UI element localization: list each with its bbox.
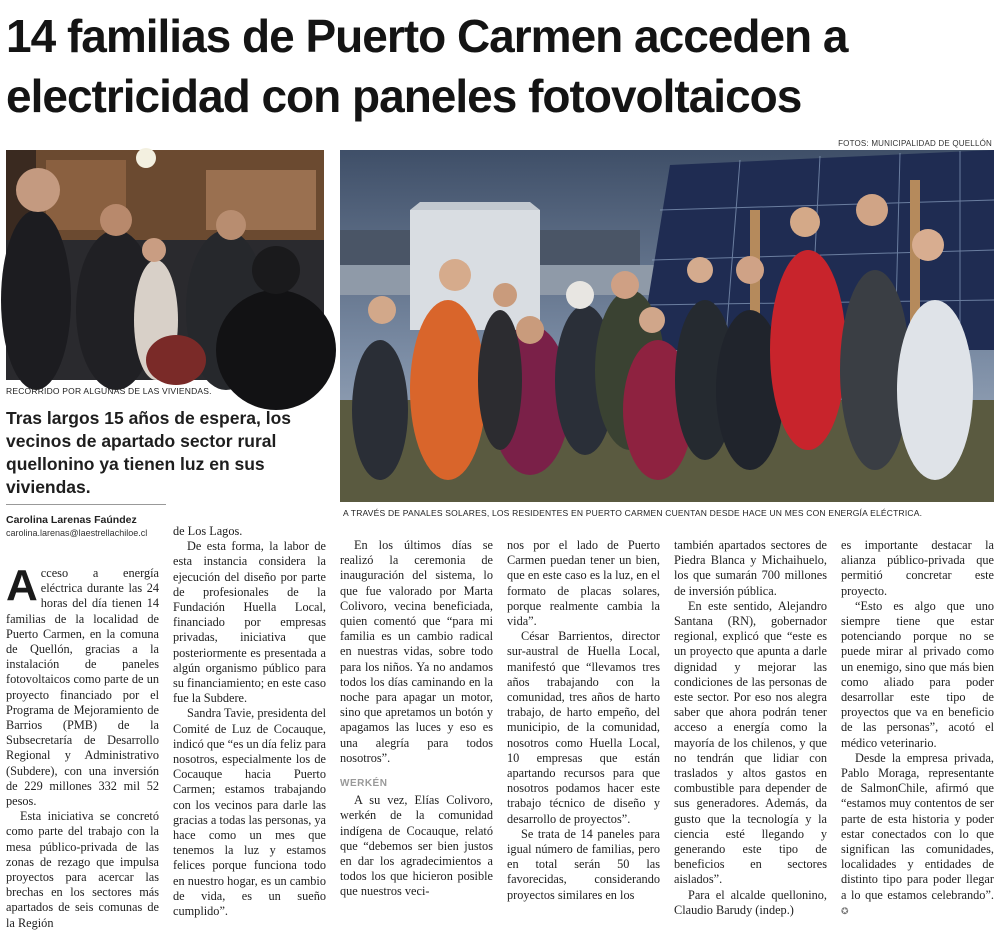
dropcap-letter: A: [6, 561, 38, 610]
byline-divider: [6, 504, 166, 505]
article-deck: Tras largos 15 años de espera, los vecinos de apartado sector rural quellonino ya tienen luz en sus viviendas.: [6, 408, 291, 497]
article-paragraph-text: Desde la empresa privada, Pablo Moraga, representante de SalmonChile, afirmó que “estamos muy contentos de ser parte de esta historia y poder estar conectados con lo que significan las comunidades, localidades y entidades de distinto tipo para poder llegar a lo que estamos celebrando”.: [841, 750, 994, 902]
article-paragraph: César Barrientos, director sur-austral de Huella Local, manifestó que “llevamos tres años trabajando con la comunidad, tres años de harto trabajo, de harto empeño, del municipio, de la comunidad, nosotros como Huella Local, 10 empresas que están apartando recursos para que nosotros podamos hacer este trabajo técnico de diseño y desarrollo de proyectos”.: [507, 629, 660, 826]
article-paragraph: es importante destacar la alianza público-privada que permitió concretar este proyecto.: [841, 538, 994, 598]
photo-credit: FOTOS: MUNICIPALIDAD DE QUELLÓN: [838, 139, 992, 148]
article-paragraph: De esta forma, la labor de esta instancia considera la ejecución del diseño por parte de profesionales de la Fundación Huella Local, financiado por empresas privadas, iniciativa que posteriormente es presentada a algún organismo público para su financiamiento; en este caso fue la Subdere.: [173, 539, 326, 706]
article-paragraph: nos por el lado de Puerto Carmen puedan tener un bien, que en este caso es la luz, en el formato de placas solares, porque realmente cambia la vida”.: [507, 538, 660, 629]
article-column-6: [841, 538, 994, 922]
photo-interior-visit: [6, 150, 324, 380]
solar-panels-group-image: [340, 150, 994, 502]
article-column-3: [340, 538, 493, 922]
article-paragraph: En este sentido, Alejandro Santana (RN), gobernador regional, explicó que “este es un proyecto que apunta a darle dignidad y mejorar las condiciones de las personas de este sector. Por eso nos alegra saber que ahora podrán tener acceso a energía como la mayoría de los chilenos, y que no tendrán que lidiar con traslados y altos gastos en combustible para depender de sus generadores. Además, da gusto que la tecnología y la ciencia esté llegando y generando este tipo de beneficios en sectores aislados”.: [674, 598, 827, 887]
article-column-2: [173, 524, 326, 922]
section-subhead: WERKÉN: [340, 778, 388, 790]
article-paragraph: En los últimos días se realizó la ceremonia de inauguración del sistema, lo que fue valorado por Marta Colivoro, vecina beneficiada, quien comentó que “para mi familia es un cambio radical en nuestras vidas, sobre todo para los niños. Ya no andamos todos los días caminando en la noche para apagar un motor, sino que apretamos un botón y apagamos las luces y eso es una alegría para todos nosotros”.: [340, 538, 493, 765]
article-paragraph: también apartados sectores de Piedra Blanca y Michaihuelo, los que sumarán 700 millones de inversión pública.: [674, 538, 827, 598]
article-paragraph: [841, 751, 994, 920]
article-paragraph: de Los Lagos.: [173, 524, 243, 538]
article-paragraph: Esta iniciativa se concretó como parte del trabajo con la mesa público-privada de las zonas de rezago que impulsa proyectos para acercar las brechas en los sectores más apartados de seis comunas de la Región: [6, 809, 159, 930]
article-paragraph-text: cceso a energía eléctrica durante las 24 horas del día tienen 14 familias de la localidad de Puerto Carmen, en la comuna de Quellón, gracias a la instalación de paneles fotovoltaicos como parte de un proyecto financiado por el Programa de Mejoramiento de Barrios (PMB) de la Subsecretaría de Desarrollo Regional y Administrativo (Subdere), con una inversión de 229 millones 332 mil 52 pesos.: [6, 566, 159, 809]
photo-solar-panels-group: [340, 150, 994, 502]
article-paragraph: [6, 561, 159, 809]
byline-author: Carolina Larenas Faúndez: [6, 514, 137, 526]
article-column-4: [507, 538, 660, 922]
article-paragraph: Se trata de 14 paneles para igual número de familias, pero en total serán 50 las favorecidas, considerando proyectos similares en los: [507, 826, 660, 902]
headline: 14 familias de Puerto Carmen acceden a electricidad con paneles fotovoltaicos: [6, 10, 848, 122]
article-column-1: [6, 561, 159, 930]
byline-email: carolina.larenas@laestrellachiloe.cl: [6, 528, 148, 538]
article-paragraph: Para el alcalde quellonino, Claudio Barudy (indep.): [674, 887, 827, 917]
article-column-5: [674, 538, 827, 922]
article-paragraph: “Esto es algo que uno siempre tiene que estar potenciando porque no se puede mirar al privado como un enemigo, sino que más bien como aliado para poder desarrollar este tipo de proyectos que va en beneficio de las personas”, acotó el médico veterinario.: [841, 598, 994, 750]
photo-left-caption: RECORRIDO POR ALGUNAS DE LAS VIVIENDAS.: [6, 386, 212, 396]
end-mark-icon: ✪: [841, 906, 849, 917]
article-paragraph: Sandra Tavie, presidenta del Comité de Luz de Cocauque, indicó que “es un día feliz para nosotros, especialmente los de Cocauque hacia Puerto Carmen; estamos trabajando con los vecinos para darle las gracias a todas las personas, ya hace como un mes que tenemos la luz y estamos felices porque funciona todo en nuestro hogar, es un cambio de vida, es un sueño cumplido”.: [173, 706, 326, 919]
interior-visit-image: [6, 150, 324, 380]
article-paragraph: A su vez, Elías Colivoro, werkén de la comunidad indígena de Cocauque, relató que “debemos ser bien justos en dar los agradecimientos a todos los que hicieron posible que nuestros veci-: [340, 793, 493, 899]
photo-main-caption: A TRAVÉS DE PANALES SOLARES, LOS RESIDENTES EN PUERTO CARMEN CUENTAN DESDE HACE UN MES CON ENERGÍA ELÉCTRICA.: [343, 508, 923, 518]
